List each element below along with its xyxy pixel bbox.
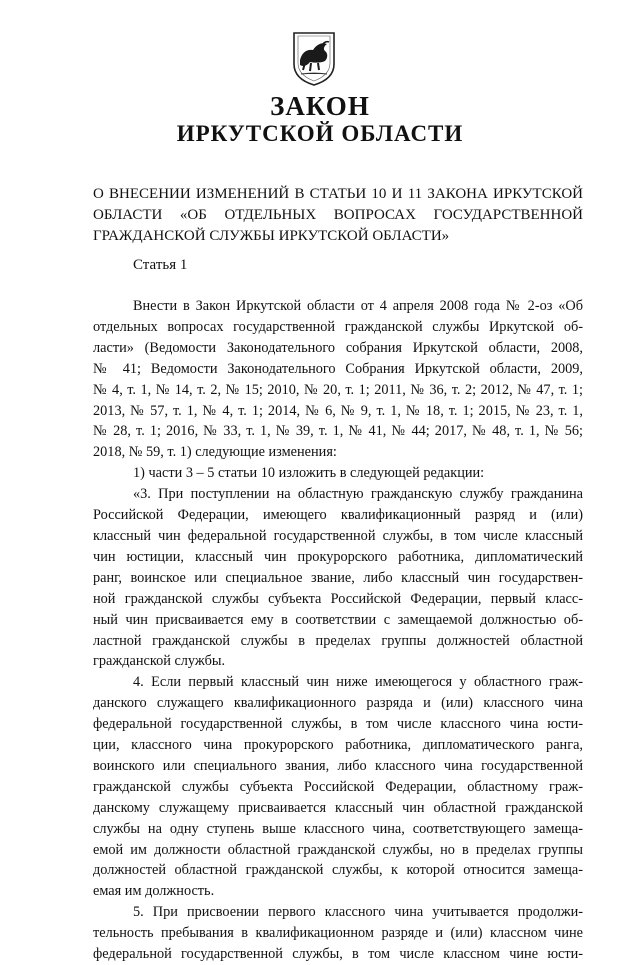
- body-text-line: 4. Если первый классный чин ниже имеющегося у областного граж-: [133, 674, 583, 691]
- heading-line: ОБЛАСТИ «ОБ ОТДЕЛЬНЫХ ВОПРОСАХ ГОСУДАРСТВЕННОЙ: [93, 207, 583, 223]
- body-text-line: ной гражданской службы субъекта Российской Федерации, первый класс-: [93, 590, 583, 607]
- body-text-line: ранг, воинское или специальное звание, либо классный чин государствен-: [93, 569, 583, 586]
- body-text-line: данскому служащему присваивается классный чин областной гражданской: [93, 799, 583, 816]
- law-heading: [93, 184, 583, 247]
- body-text-line: 2013, № 57, т. 1, № 4, т. 1; 2014, № 6, № 9, т. 1, № 18, т. 1; 2015, № 23, т. 1,: [93, 402, 583, 419]
- body-text-line: 5. При присвоении первого классного чина учитывается продолжи-: [133, 904, 583, 921]
- body-text-line: Внести в Закон Иркутской области от 4 апреля 2008 года № 2-оз «Об: [133, 298, 583, 314]
- body-text-line: ный чин присваивается ему в соответствии с замещаемой должностью об-: [93, 611, 583, 628]
- body-text-line: ласти» (Ведомости Законодательного собрания Иркутской области, 2008,: [93, 339, 583, 356]
- body-text-line: № 28, т. 1; 2016, № 33, т. 1, № 39, т. 1, № 41, № 44; 2017, № 48, т. 1, № 56;: [93, 423, 583, 440]
- body-text-line: гражданской службы субъекта Российской Федерации, областному граж-: [93, 778, 583, 795]
- heading-line: О ВНЕСЕНИИ ИЗМЕНЕНИЙ В СТАТЬИ 10 И 11 ЗАКОНА ИРКУТСКОЙ: [93, 186, 583, 202]
- heading-line: ГРАЖДАНСКОЙ СЛУЖБЫ ИРКУТСКОЙ ОБЛАСТИ»: [93, 228, 450, 244]
- body-text-line: № 4, т. 1, № 14, т. 2, № 15; 2010, № 20, т. 1; 2011, № 36, т. 2; 2012, № 47, т. 1;: [93, 381, 583, 398]
- body-text-line: должностей областной гражданской службы, к которой относится замеща-: [93, 862, 583, 879]
- body-text-line: 1) части 3 – 5 статьи 10 изложить в следующей редакции:: [133, 465, 485, 482]
- body-text-line: «3. При поступлении на областную гражданскую службу гражданина: [133, 486, 583, 503]
- body-text-line: воинского или специального звания, либо классного чина государственной: [93, 757, 583, 774]
- body-text-line: ластной гражданской службы в пределах группы должностей областной: [93, 632, 583, 649]
- body-text-line: классный чин федеральной государственной службы, в том числе классный: [93, 527, 583, 544]
- body-text-line: данского служащего квалификационного разряда и (или) классного чина: [93, 695, 583, 712]
- body-text-line: ции, классного чина прокурорского работника, дипломатического ранга,: [93, 737, 583, 754]
- body-text-line: гражданской службы.: [93, 653, 226, 670]
- body-text-line: Российской Федерации, имеющего квалификационный разряд и (или): [93, 507, 583, 524]
- article-label: Статья 1: [133, 257, 188, 273]
- body-text-line: службы на одну ступень выше классного чина, соответствующего замеща-: [93, 820, 583, 837]
- document-title-law: ЗАКОН: [270, 91, 370, 121]
- law-body-text: [93, 296, 583, 965]
- body-text-line: емая им должность.: [93, 883, 215, 900]
- body-text-line: федеральной государственной службы, в том числе классном чине юсти-: [93, 946, 583, 963]
- irkutsk-coat-of-arms-icon: [291, 30, 337, 86]
- body-text-line: емой им должности областной гражданской службы, но в пределах группы: [93, 841, 583, 858]
- body-text-line: 2018, № 59, т. 1) следующие изменения:: [93, 444, 337, 461]
- body-text-line: № 41; Ведомости Законодательного Собрания Иркутской области, 2009,: [93, 360, 583, 377]
- body-text-line: федеральной государственной службы, в том числе классного чина юсти-: [93, 716, 583, 733]
- body-text-line: тельность пребывания в квалификационном разряде и (или) классном чине: [93, 925, 583, 942]
- body-text-line: чин юстиции, классный чин прокурорского работника, дипломатический: [93, 548, 583, 565]
- document-title-region: ИРКУТСКОЙ ОБЛАСТИ: [176, 121, 464, 146]
- body-text-line: отдельных вопросах государственной гражданской службы Иркутской об-: [93, 318, 583, 335]
